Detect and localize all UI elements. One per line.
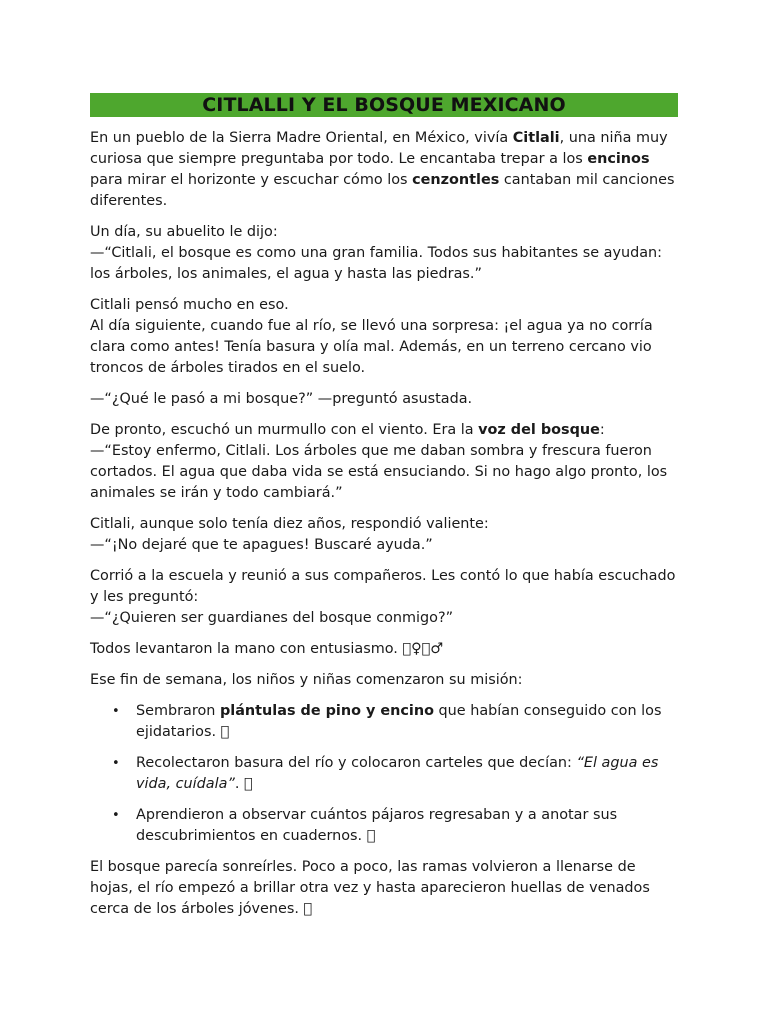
paragraph-ending: [90, 857, 678, 920]
dialogue: —“Estoy enfermo, Citlali. Los árboles que me daban sombra y frescura fueron cortados. El agua que daba vida se está ensuciando. Si no hago algo pronto, los animales se irán y todo cambiará.”: [90, 443, 668, 501]
text: que habían conseguido con los ejidatarios.: [136, 703, 662, 740]
emoji-glyph: 􏰀: [303, 901, 313, 917]
text: :: [599, 422, 605, 438]
emoji-glyph: 􏰀: [244, 776, 253, 792]
paragraph-enthusiasm: [90, 639, 678, 660]
text: , una niña muy curiosa que siempre preguntaba por todo. Le encantaba trepar a los: [90, 130, 668, 167]
text: Recolectaron basura del río y colocaron carteles que decían:: [136, 755, 577, 771]
list-item: [112, 701, 678, 743]
text: Sembraron: [136, 703, 220, 719]
text: cantaban mil canciones diferentes.: [90, 172, 675, 209]
text: De pronto, escuchó un murmullo con el viento. Era la: [90, 422, 479, 438]
emoji-glyphs: 􏰀♀􏰀♂: [402, 641, 444, 657]
text: El bosque parecía sonreírles. Poco a poco, las ramas volvieron a llenarse de hojas, el río empezó a brillar otra vez y hasta aparecieron huellas de venados cerca de los árboles jóvenes.: [90, 859, 650, 917]
text: Citlali, aunque solo tenía diez años, respondió valiente:: [90, 516, 489, 532]
bold-voz-del-bosque: voz del bosque: [478, 422, 600, 438]
title-banner: [90, 93, 678, 117]
document-page: [90, 93, 678, 930]
paragraph-river: [90, 295, 678, 379]
paragraph-brave-answer: [90, 514, 678, 556]
paragraph-grandfather: [90, 222, 678, 285]
list-item: [112, 805, 678, 847]
emoji-glyph: 􏰀: [220, 724, 230, 740]
dialogue: —“¿Quieren ser guardianes del bosque conmigo?”: [90, 610, 454, 626]
dialogue: —“¡No dejaré que te apagues! Buscaré ayuda.”: [90, 537, 433, 553]
text: Corrió a la escuela y reunió a sus compañeros. Les contó lo que había escuchado y les preguntó:: [90, 568, 676, 605]
paragraph-forest-voice: [90, 420, 678, 504]
text: Aprendieron a observar cuántos pájaros regresaban y a anotar sus descubrimientos en cuadernos.: [136, 807, 618, 844]
bullet: •: [112, 808, 120, 823]
list-item: [112, 753, 678, 795]
text: Al día siguiente, cuando fue al río, se llevó una sorpresa: ¡el agua ya no corría clara como antes! Tenía basura y olía mal. Además, en un terreno cercano vio troncos de árboles tirados en el suelo.: [90, 318, 653, 376]
italic-slogan: “El agua es vida, cuídala”: [136, 755, 659, 792]
mission-list: [90, 701, 678, 847]
bullet: •: [112, 756, 120, 771]
paragraph-mission: Ese fin de semana, los niños y niñas comenzaron su misión:: [90, 672, 523, 688]
bold-citlali: Citlali: [512, 130, 560, 146]
text: En un pueblo de la Sierra Madre Oriental, en México, vivía: [90, 130, 513, 146]
bold-cenzontles: cenzontles: [412, 172, 500, 188]
bullet: •: [112, 704, 120, 719]
dialogue: —“Citlali, el bosque es como una gran familia. Todos sus habitantes se ayudan: los árboles, los animales, el agua y hasta las piedras.”: [90, 245, 663, 282]
text: para mirar el horizonte y escuchar cómo los: [90, 172, 413, 188]
paragraph-intro: [90, 128, 678, 212]
bold-plantulas: plántulas de pino y encino: [219, 703, 434, 719]
text: Citlali pensó mucho en eso.: [90, 297, 289, 313]
text: Todos levantaron la mano con entusiasmo.: [90, 641, 403, 657]
bold-encinos: encinos: [587, 151, 650, 167]
paragraph-question: —“¿Qué le pasó a mi bosque?” —preguntó asustada.: [90, 391, 473, 407]
emoji-glyph: 􏰀: [366, 828, 376, 844]
text: .: [234, 776, 245, 792]
paragraph-school: [90, 566, 678, 629]
text: Un día, su abuelito le dijo:: [90, 224, 278, 240]
document-title: CITLALLI Y EL BOSQUE MEXICANO: [202, 93, 566, 116]
